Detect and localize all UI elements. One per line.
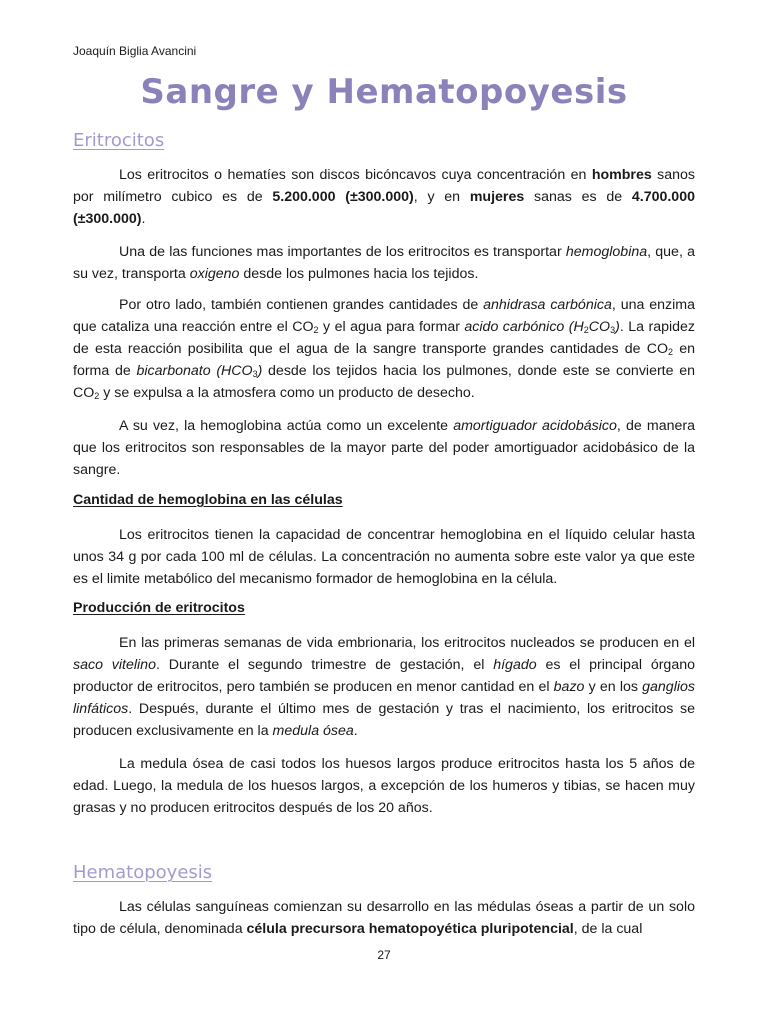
- paragraph-produccion-embrionaria: En las primeras semanas de vida embrionaria, los eritrocitos nucleados se producen en el saco vitelino. Durante el segundo trimestre de gestación, el hígado es el principal órgano productor de eritrocitos, pero también se producen en menor cantidad en el bazo y en los ganglios linfáticos. Después, durante el último mes de gestación y tras el nacimiento, los eritrocitos se producen exclusivamente en la medula ósea.: [73, 635, 695, 739]
- paragraph-amortiguador: A su vez, la hemoglobina actúa como un excelente amortiguador acidobásico, de manera que los eritrocitos son responsables de la mayor parte del poder amortiguador acidobásico de la sangre.: [73, 418, 695, 478]
- subheading-produccion-eritrocitos: Producción de eritrocitos: [73, 600, 245, 616]
- page-title: Sangre y Hematopoyesis: [140, 72, 628, 112]
- paragraph-eritrocitos-funciones: Una de las funciones mas importantes de los eritrocitos es transportar hemoglobina, que, a su vez, transporta oxigeno desde los pulmones hacia los tejidos.: [73, 244, 695, 282]
- subheading-cantidad-hemoglobina: Cantidad de hemoglobina en las células: [73, 492, 343, 508]
- paragraph-medula-osea: La medula ósea de casi todos los huesos largos produce eritrocitos hasta los 5 años de edad. Luego, la medula de los huesos largos, a excepción de los humeros y tibias, se hacen muy grasas y no producen eritrocitos después de los 20 años.: [73, 756, 695, 816]
- section-heading-hematopoyesis: Hematopoyesis: [73, 862, 213, 883]
- page-number: 27: [377, 948, 391, 962]
- paragraph-cantidad-hemoglobina: Los eritrocitos tienen la capacidad de concentrar hemoglobina en el líquido celular hasta unos 34 g por cada 100 ml de células. La concentración no aumenta sobre este valor ya que este es el limite metabólico del mecanismo formador de hemoglobina en la célula.: [73, 527, 695, 587]
- paragraph-eritrocitos-concentracion: Los eritrocitos o hematíes son discos bicóncavos cuya concentración en hombres sanos por milímetro cubico es de 5.200.000 (±300.000), y en mujeres sanas es de 4.700.000 (±300.000).: [73, 167, 695, 227]
- section-heading-eritrocitos: Eritrocitos: [73, 130, 165, 151]
- paragraph-anhidrasa-carbonica: Por otro lado, también contienen grandes cantidades de anhidrasa carbónica, una enzima que cataliza una reacción entre el $CO_2$ y el agua para formar acido carbónico $(H_2CO_3)$. La rapidez de esta reacción posibilita que el agua de la sangre transporte grandes cantidades de $CO_2$ en forma de bicarbonato $(HCO_3)$ desde los tejidos hacia los pulmones, donde este se convierte en $CO_2$ y se expulsa a la atmosfera como un producto de desecho.: [73, 297, 695, 401]
- paragraph-hematopoyesis-intro: Las células sanguíneas comienzan su desarrollo en las médulas óseas a partir de un solo tipo de célula, denominada célula precursora hematopoyética pluripotencial, de la cual: [73, 899, 695, 937]
- author-name: Joaquín Biglia Avancini: [73, 44, 197, 58]
